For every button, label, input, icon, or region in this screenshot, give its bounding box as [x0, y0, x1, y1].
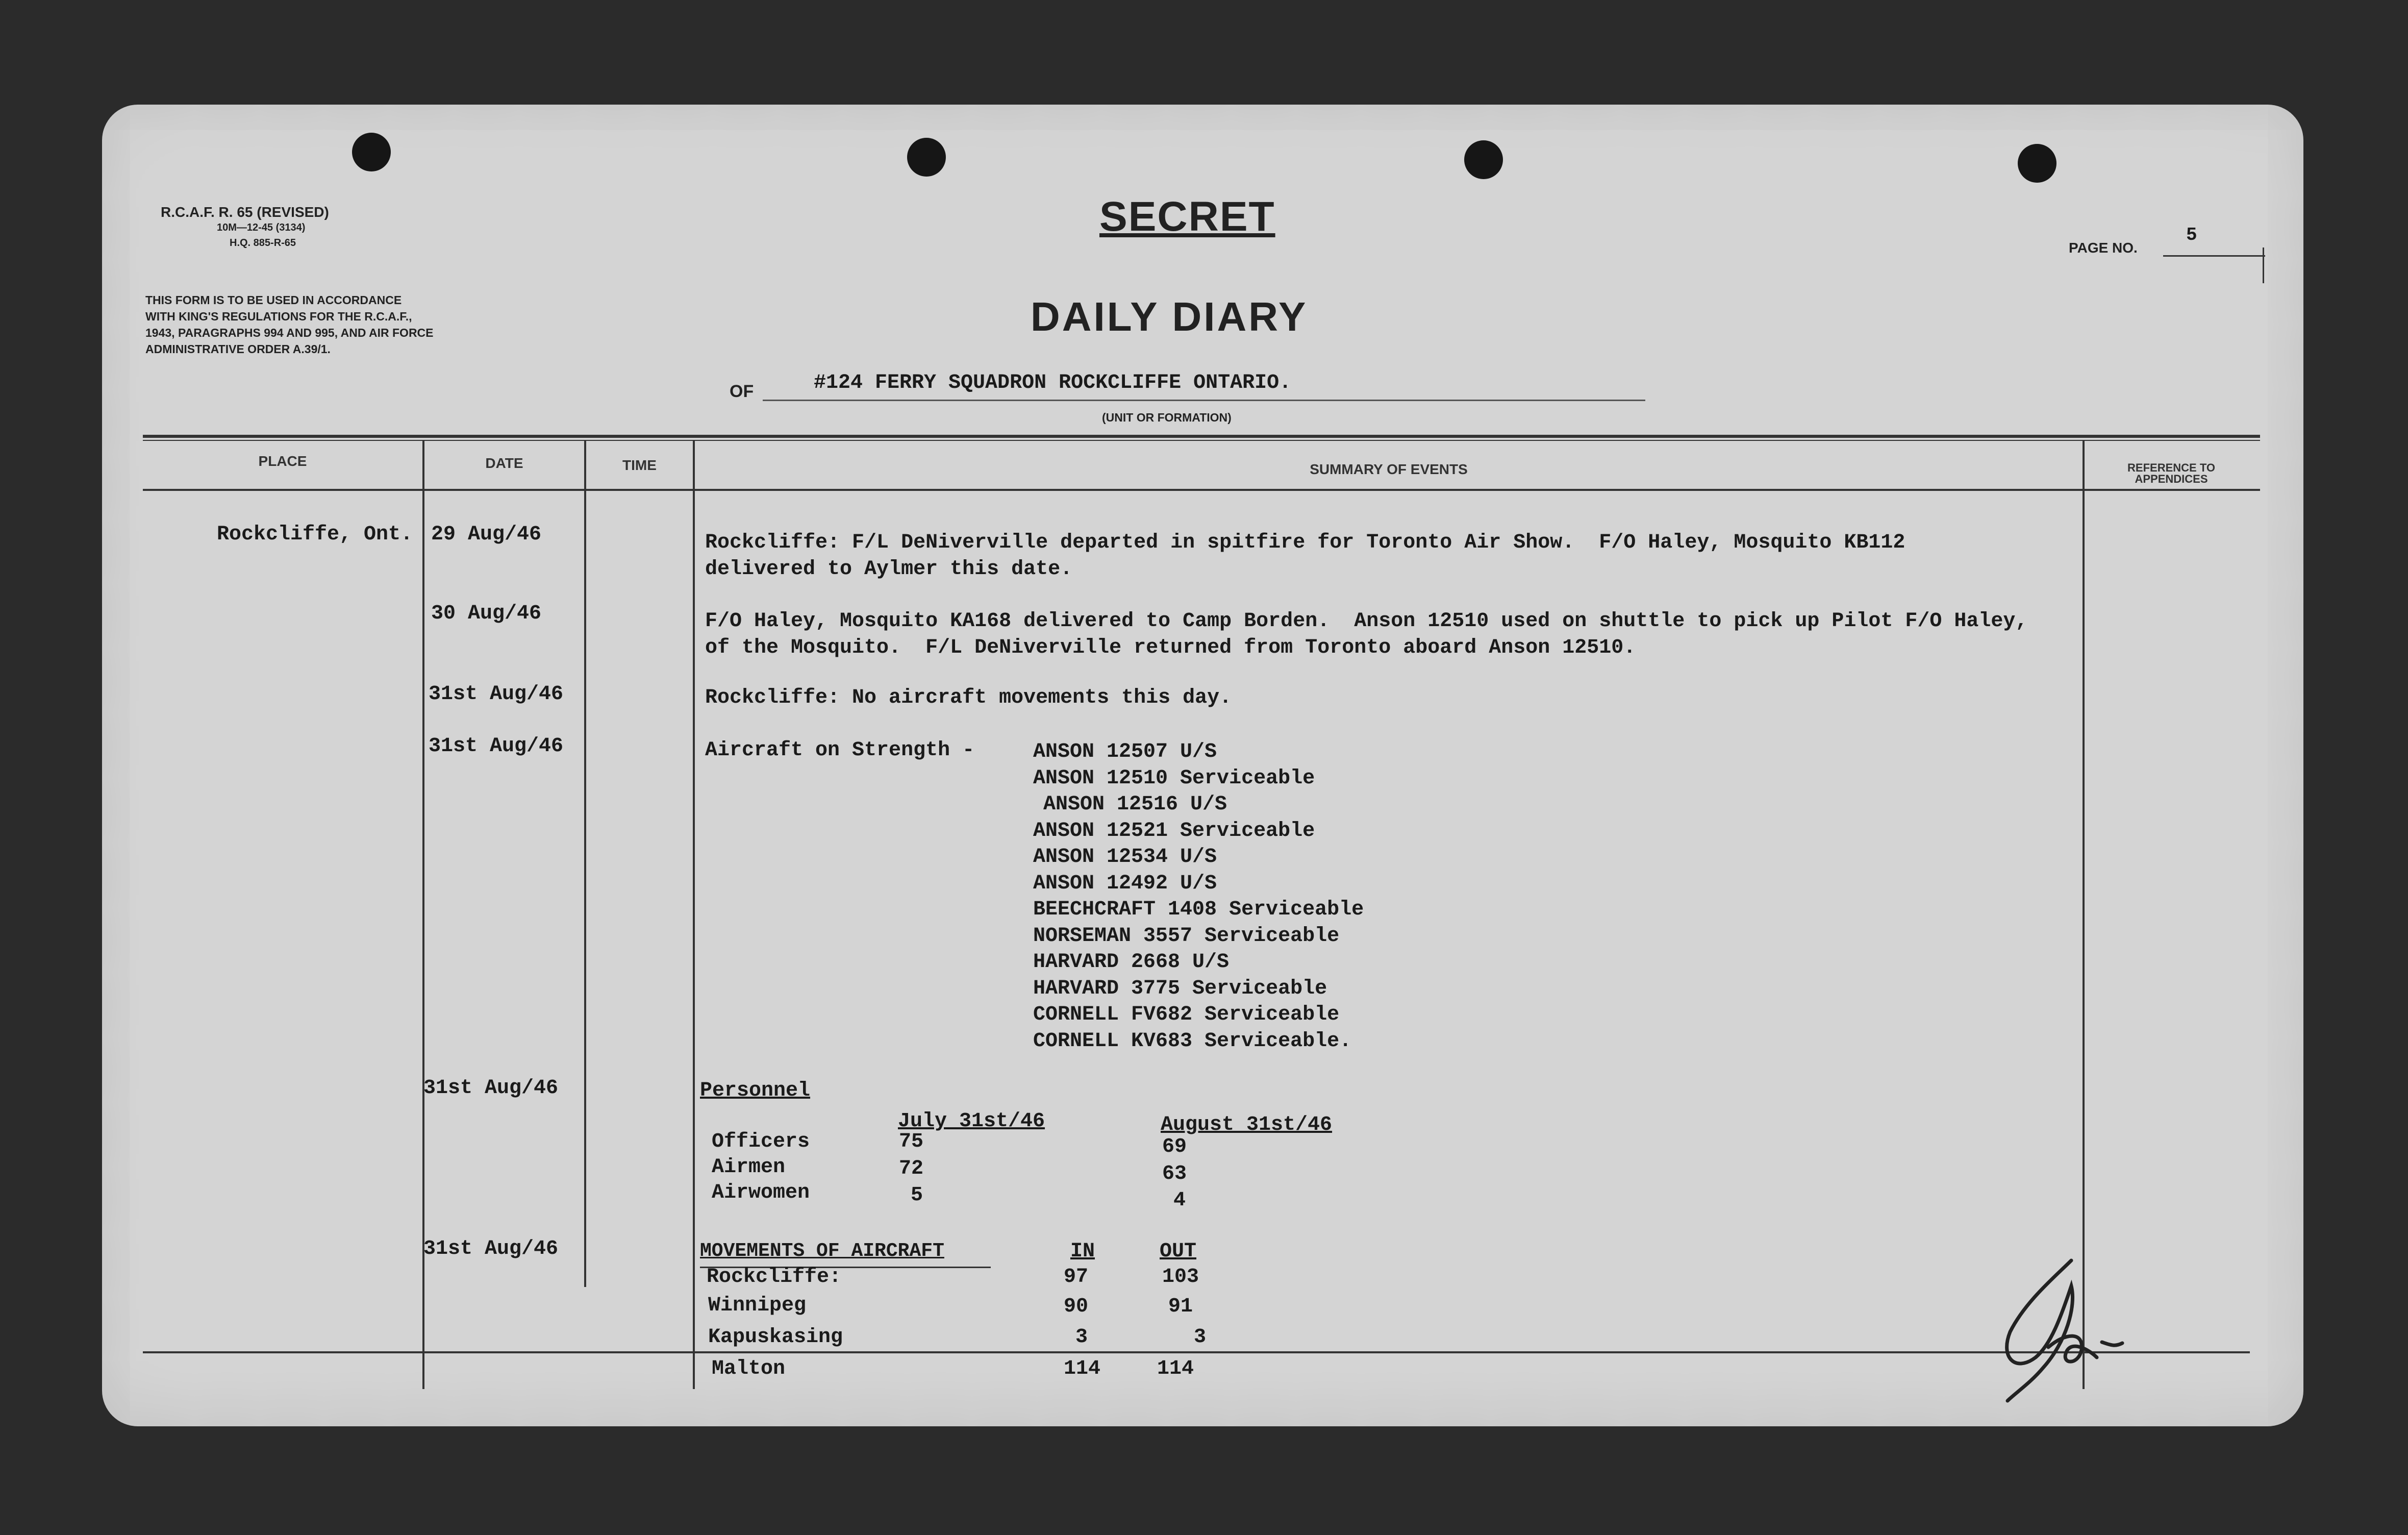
- instruction-line: ADMINISTRATIVE ORDER A.39/1.: [145, 342, 331, 356]
- personnel-row-label: Officers: [712, 1130, 810, 1153]
- instruction-line: 1943, PARAGRAPHS 994 AND 995, AND AIR FORCE: [145, 326, 434, 339]
- personnel-value-july: 72: [899, 1157, 924, 1180]
- personnel-value-august: 4: [1173, 1189, 1186, 1212]
- personnel-value-july: 5: [911, 1184, 923, 1207]
- movements-row-label: Malton: [712, 1357, 786, 1380]
- punch-hole: [2018, 144, 2056, 183]
- entry-date: 31st Aug/46: [423, 1237, 559, 1260]
- entry-date: 31st Aug/46: [429, 683, 564, 706]
- reference-header-line: REFERENCE TO: [2127, 461, 2215, 474]
- movements-value-in: 97: [1064, 1266, 1089, 1289]
- movements-row-label: Winnipeg: [708, 1294, 807, 1317]
- movements-col-in: IN: [1070, 1240, 1095, 1263]
- column-header-place: PLACE: [258, 453, 307, 469]
- personnel-row-label: Airmen: [712, 1156, 786, 1179]
- personnel-col-july: July 31st/46: [898, 1110, 1045, 1133]
- aircraft-item: ANSON 12510 Serviceable: [1033, 766, 1315, 790]
- form-instructions: [145, 292, 434, 357]
- punch-hole: [1464, 140, 1503, 179]
- summary-line: Rockcliffe: F/L DeNiverville departed in spitfire for Toronto Air Show. F/O Haley, Mosquito KB112: [705, 531, 1905, 554]
- summary-line: F/O Haley, Mosquito KA168 delivered to Camp Borden. Anson 12510 used on shuttle to pick up Pilot F/O Haley,: [705, 610, 2028, 633]
- column-header-summary: SUMMARY OF EVENTS: [1310, 461, 1468, 477]
- aircraft-item: ANSON 12492 U/S: [1033, 872, 1217, 895]
- personnel-heading: Personnel: [700, 1079, 811, 1102]
- summary-line: delivered to Aylmer this date.: [705, 558, 1073, 581]
- page-title: DAILY DIARY: [1031, 294, 1308, 339]
- personnel-value-july: 75: [899, 1130, 924, 1153]
- classification-secret: SECRET: [1099, 193, 1275, 240]
- aircraft-item: ANSON 12534 U/S: [1033, 846, 1217, 869]
- personnel-value-august: 63: [1162, 1162, 1187, 1185]
- aircraft-strength-label: Aircraft on Strength -: [705, 739, 975, 762]
- instruction-line: WITH KING'S REGULATIONS FOR THE R.C.A.F.,: [145, 310, 412, 323]
- movements-value-out: 114: [1157, 1357, 1194, 1380]
- entry-summary: [705, 608, 2027, 661]
- movements-value-in: 90: [1064, 1295, 1089, 1318]
- entry-date: 31st Aug/46: [423, 1077, 559, 1100]
- form-number: R.C.A.F. R. 65 (REVISED): [161, 204, 329, 220]
- movements-value-in: 114: [1064, 1357, 1101, 1380]
- entry-summary: [705, 530, 1905, 583]
- aircraft-item: HARVARD 2668 U/S: [1033, 951, 1230, 974]
- punch-hole: [907, 138, 946, 177]
- movements-row-label: Rockcliffe:: [707, 1266, 842, 1289]
- aircraft-item: ANSON 12507 U/S: [1033, 740, 1217, 763]
- page-number: 5: [2186, 225, 2197, 245]
- unit-caption: (UNIT OR FORMATION): [1102, 411, 1232, 424]
- aircraft-item: CORNELL KV683 Serviceable.: [1033, 1029, 1352, 1053]
- personnel-value-august: 69: [1162, 1135, 1187, 1158]
- aircraft-list: [1033, 739, 1364, 1054]
- page-number-label: PAGE NO.: [2069, 240, 2138, 256]
- column-header-time: TIME: [622, 457, 657, 473]
- handwritten-initials: [1995, 1255, 2127, 1403]
- column-header-date: DATE: [485, 455, 523, 471]
- form-print-code: 10M—12-45 (3134): [217, 222, 306, 233]
- aircraft-item: HARVARD 3775 Serviceable: [1033, 977, 1327, 1000]
- column-header-reference: [2085, 462, 2258, 485]
- unit-of-label: OF: [730, 382, 754, 401]
- entry-date: 30 Aug/46: [431, 602, 542, 625]
- movements-heading: MOVEMENTS OF AIRCRAFT: [700, 1240, 944, 1262]
- entry-date: 29 Aug/46: [431, 523, 542, 546]
- movements-col-out: OUT: [1160, 1240, 1197, 1263]
- movements-row-label: Kapuskasing: [708, 1326, 843, 1349]
- personnel-col-august: August 31st/46: [1161, 1113, 1333, 1136]
- personnel-row-label: Airwomen: [712, 1181, 810, 1204]
- summary-line: of the Mosquito. F/L DeNiverville returned from Toronto aboard Anson 12510.: [705, 636, 1636, 659]
- aircraft-item: ANSON 12521 Serviceable: [1033, 819, 1315, 843]
- aircraft-item: ANSON 12516 U/S: [1043, 793, 1227, 816]
- summary-line: Rockcliffe: No aircraft movements this day.: [705, 686, 1232, 709]
- entry-date: 31st Aug/46: [429, 735, 564, 758]
- instruction-line: THIS FORM IS TO BE USED IN ACCORDANCE: [145, 293, 402, 307]
- movements-value-out: 3: [1194, 1326, 1207, 1349]
- form-hq-code: H.Q. 885-R-65: [230, 237, 296, 249]
- movements-value-out: 103: [1162, 1266, 1199, 1289]
- movements-value-out: 91: [1168, 1295, 1193, 1318]
- entry-place: Rockcliffe, Ont.: [217, 523, 413, 546]
- aircraft-item: NORSEMAN 3557 Serviceable: [1033, 924, 1340, 948]
- unit-name: #124 FERRY SQUADRON ROCKCLIFFE ONTARIO.: [814, 372, 1292, 394]
- aircraft-item: BEECHCRAFT 1408 Serviceable: [1033, 898, 1364, 921]
- reference-header-line: APPENDICES: [2135, 473, 2208, 485]
- aircraft-item: CORNELL FV682 Serviceable: [1033, 1003, 1340, 1026]
- punch-hole: [352, 133, 391, 171]
- movements-value-in: 3: [1075, 1326, 1088, 1349]
